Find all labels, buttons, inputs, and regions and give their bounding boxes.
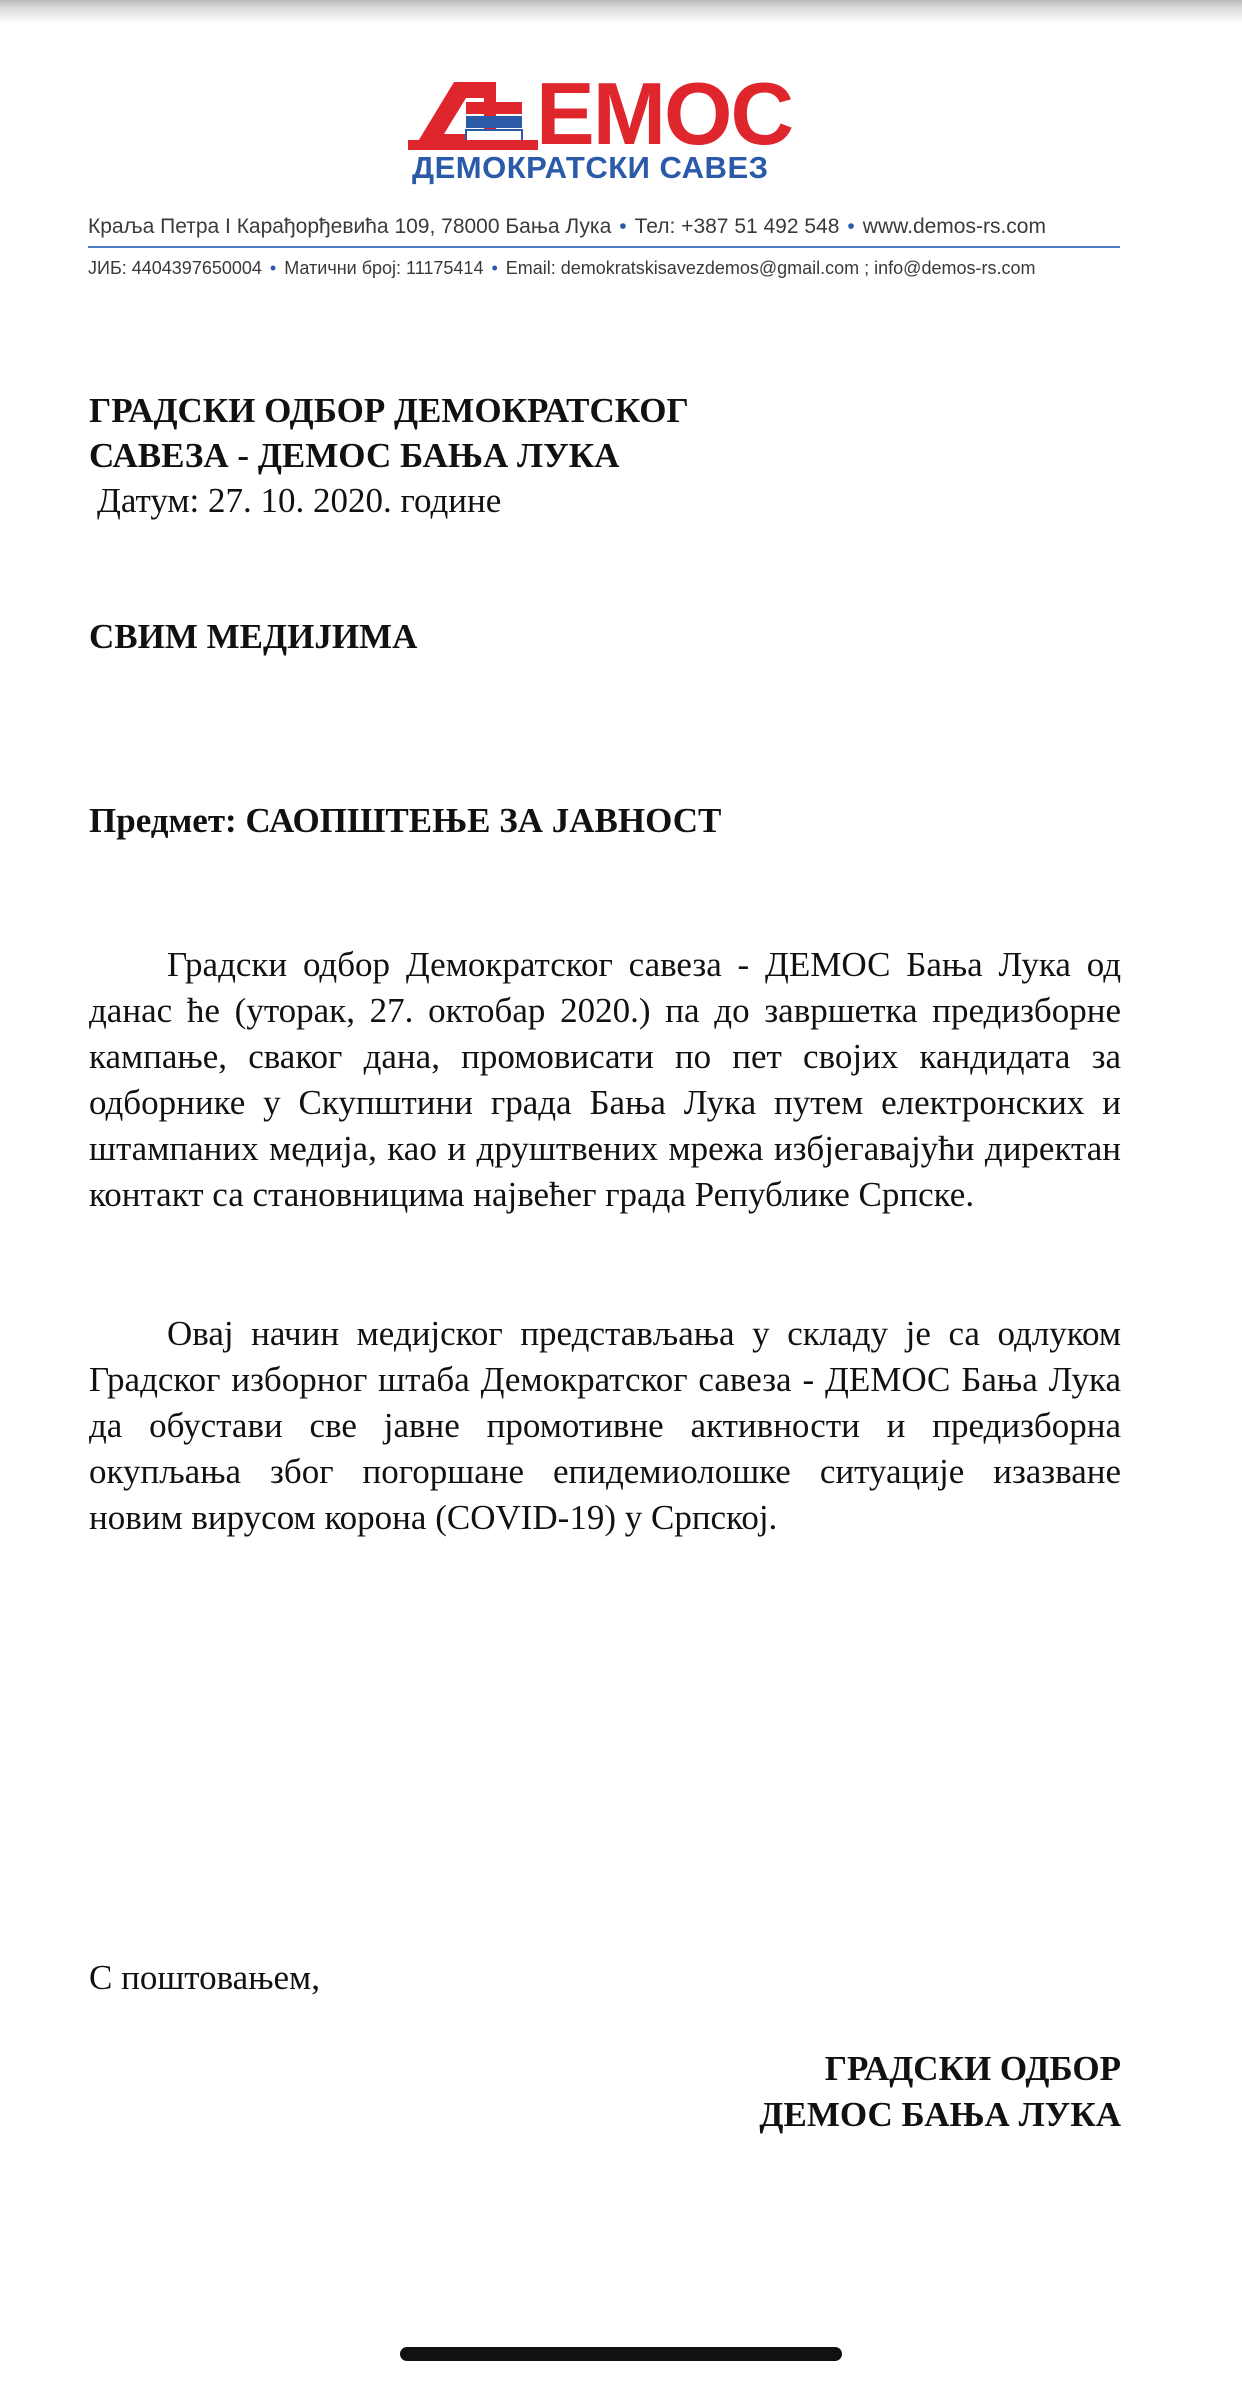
logo-subtitle: ДЕМОКРАТСКИ САВЕЗ: [412, 150, 769, 185]
bullet-icon: •: [491, 258, 498, 278]
phone-text: Тел: +387 51 492 548: [634, 215, 840, 238]
signature-line-1: ГРАДСКИ ОДБОР: [824, 2049, 1121, 2088]
logo-wordmark-text: ЕМОС: [536, 64, 792, 163]
subject-text: САОПШТЕЊЕ ЗА ЈАВНОСТ: [245, 801, 722, 840]
recipient: СВИМ МЕДИЈИМА: [89, 617, 418, 656]
logo-wordmark: [408, 64, 800, 163]
letterhead-divider: [88, 246, 1120, 248]
closing-salutation: С поштовањем,: [89, 1958, 320, 1997]
bullet-icon: •: [847, 215, 855, 238]
home-indicator[interactable]: [400, 2347, 842, 2361]
website-link[interactable]: www.demos-rs.com: [862, 215, 1046, 238]
email-link[interactable]: Email: demokratskisavezdemos@gmail.com ; info@demos-rs.com: [505, 258, 1036, 278]
sender-block: [89, 388, 1121, 478]
signature-line-2: ДЕМОС БАЊА ЛУКА: [759, 2095, 1121, 2134]
subject-line: [89, 798, 1121, 843]
sender-line-2: САВЕЗА - ДЕМОС БАЊА ЛУКА: [89, 436, 620, 475]
demos-logo: [408, 64, 800, 188]
top-edge-shadow: [0, 0, 1242, 24]
jib-text: ЈИБ: 4404397650004: [88, 258, 262, 278]
signature-block: [89, 2046, 1121, 2138]
contact-line-registry: [88, 257, 1120, 279]
body-paragraph-1: Градски одбор Демократског савеза - ДЕМОС Бања Лука од данас ће (уторак, 27. октобар 2020.) па до завршетка предизборне кампање, сваког дана, промовисати по пет својих кандидата за одборнике у Скупштини града Бања Лука путем електронских и штампаних медија, као и друштвених мрежа избјегавајући директан контакт са становницима највећег града Републике Српске.: [89, 945, 1121, 1214]
bullet-icon: •: [619, 215, 627, 238]
address-text: Краља Петра I Карађорђевића 109, 78000 Бања Лука: [88, 215, 612, 238]
registry-number-text: Матични број: 11175414: [284, 258, 484, 278]
body-paragraph-2: Овај начин медијског представљања у складу је са одлуком Градског изборног штаба Демократског савеза - ДЕМОС Бања Лука да обустави све јавне промотивне активности и предизборна окупљања због погоршане епидемиолошке ситуације изазване новим вирусом корона (COVID-19) у Српској.: [89, 1314, 1121, 1537]
document-date: Датум: 27. 10. 2020. године: [97, 481, 502, 520]
sender-line-1: ГРАДСКИ ОДБОР ДЕМОКРАТСКОГ: [89, 391, 689, 430]
bullet-icon: •: [269, 258, 277, 278]
contact-line-address: [88, 214, 1120, 240]
subject-label: Предмет:: [89, 801, 237, 840]
